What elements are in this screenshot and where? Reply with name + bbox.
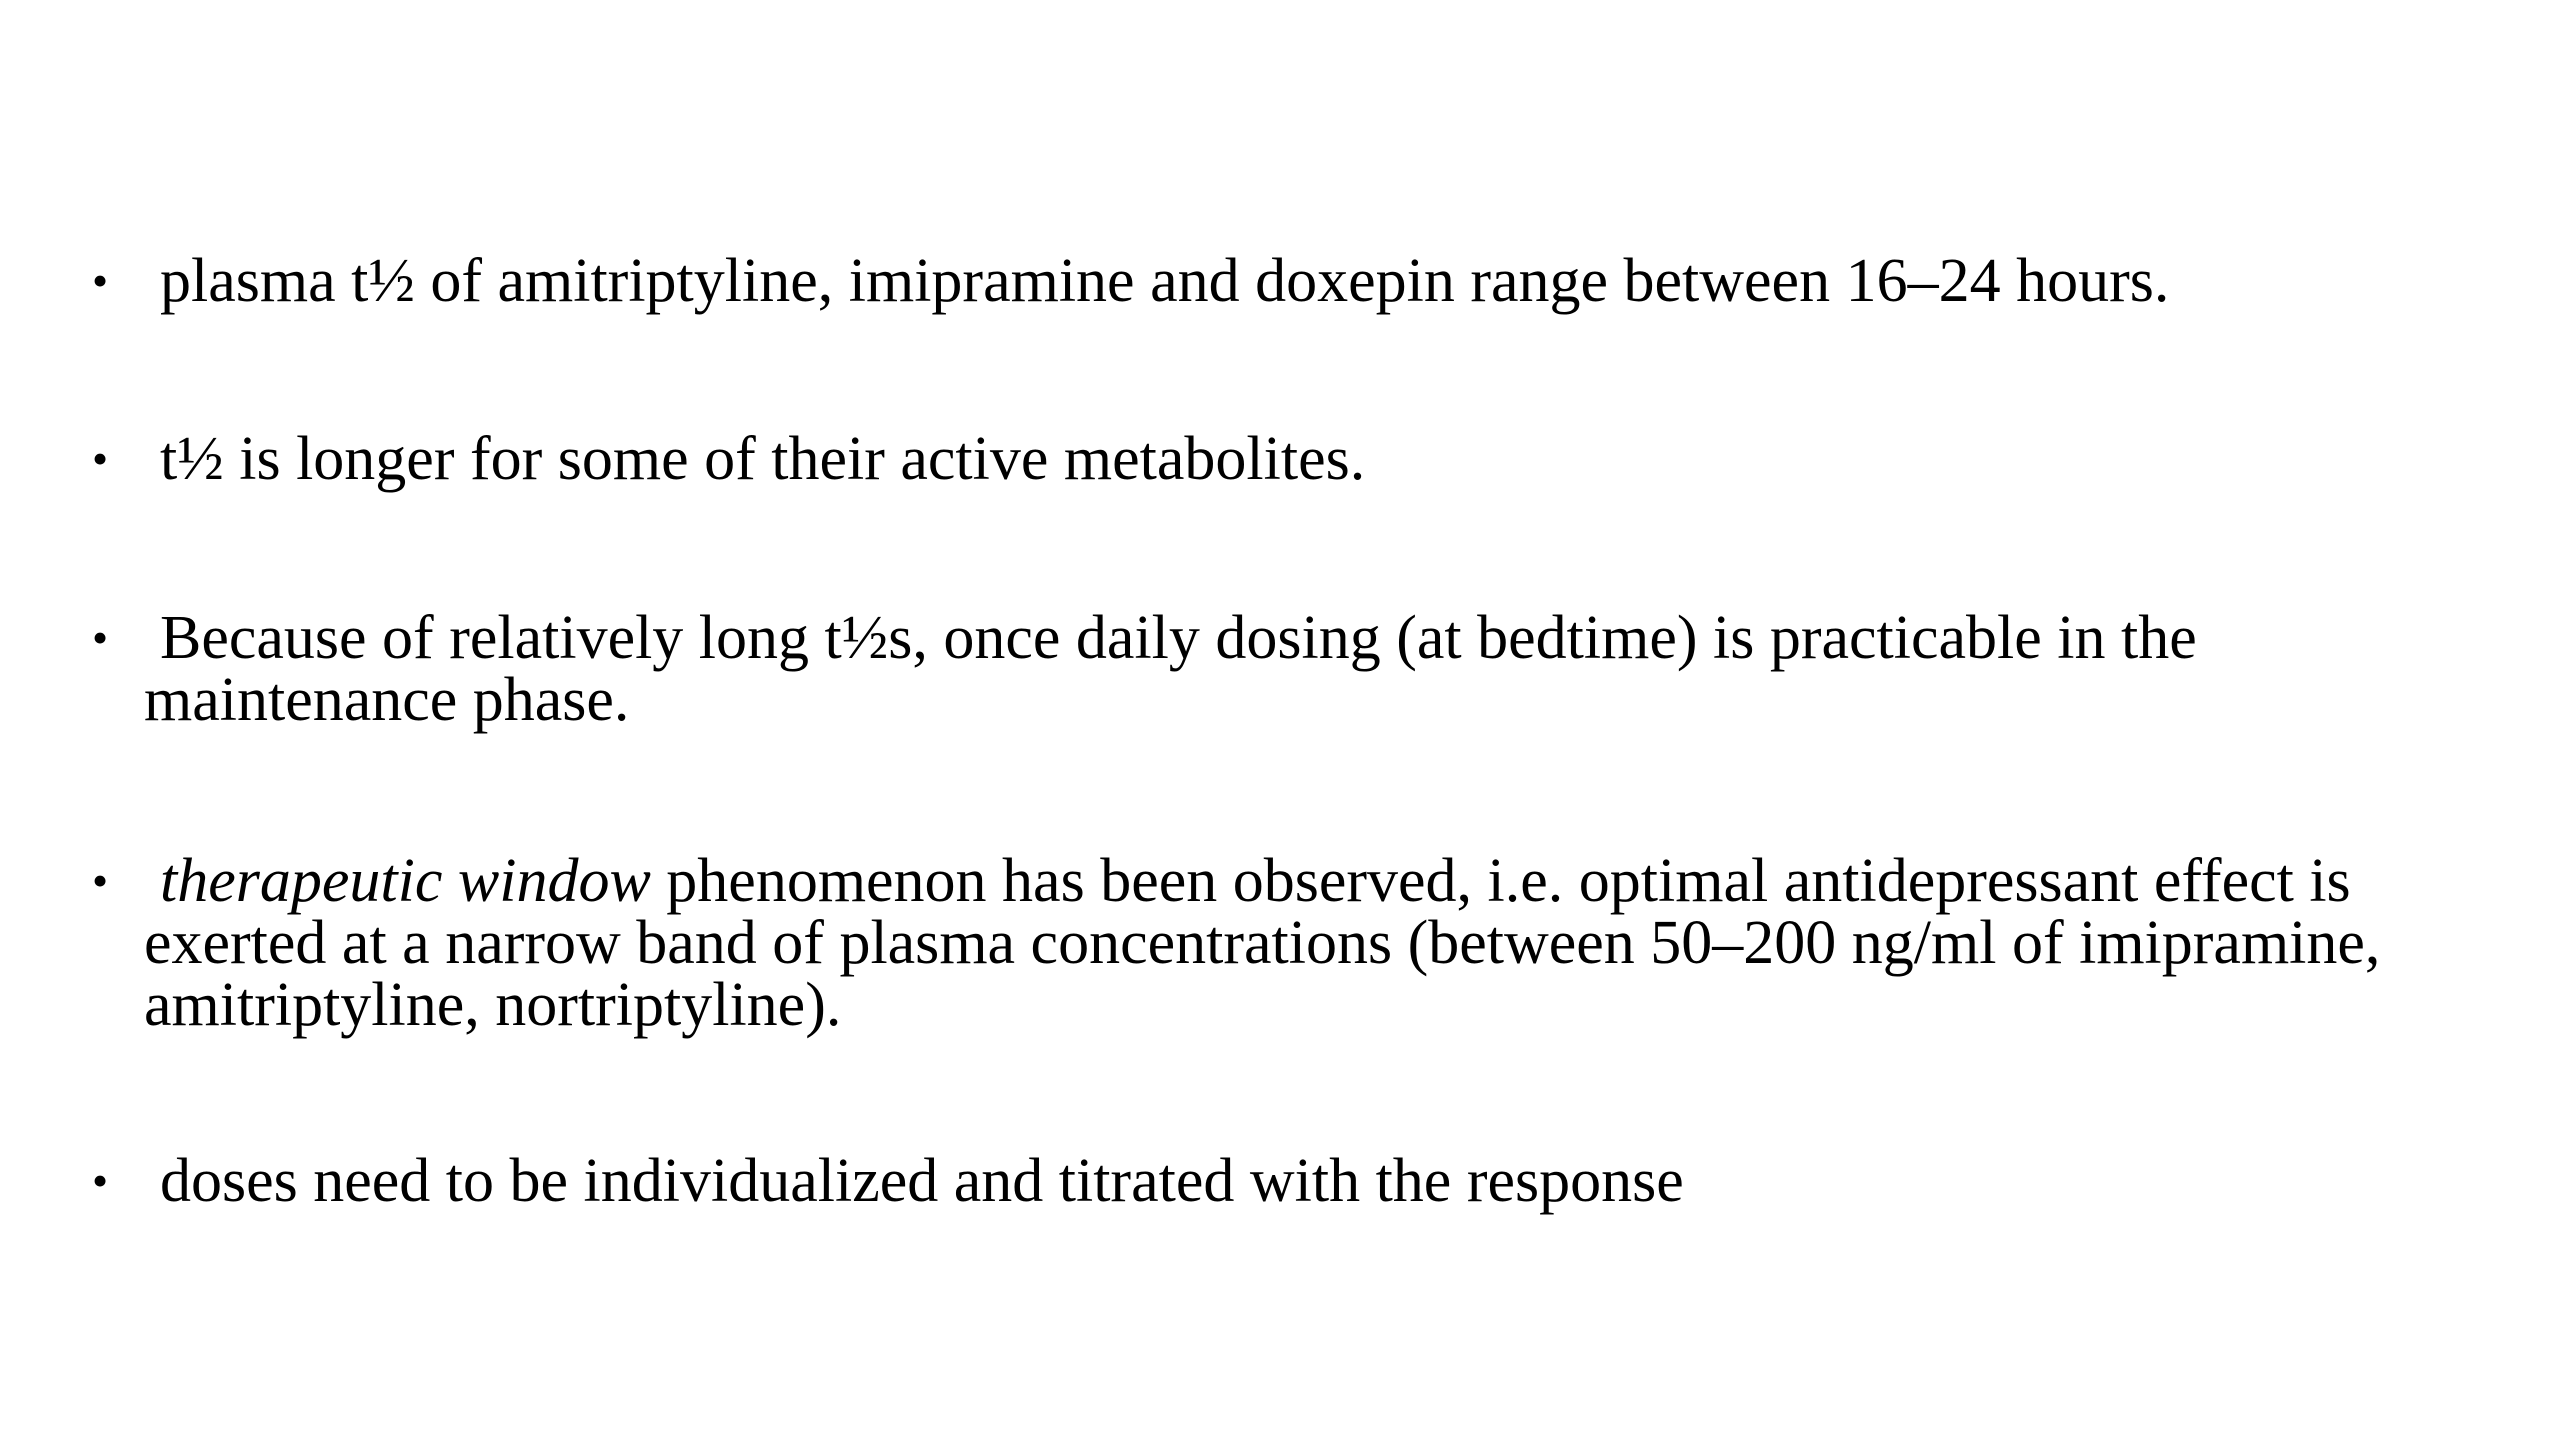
bullet-text — [144, 847, 2381, 1039]
bullet-line: maintenance phase. — [144, 666, 630, 734]
bullet-line — [144, 847, 2380, 915]
bullet-line: amitriptyline, nortriptyline). — [144, 971, 842, 1039]
bullet-text — [144, 604, 2197, 734]
bullet-line: t½ is longer for some of their active metabolites. — [160, 425, 1366, 493]
bullet-text — [144, 247, 2170, 315]
bullet-icon: • — [92, 1155, 109, 1206]
bullet-line: plasma t½ of amitriptyline, imipramine and doxepin range between 16–24 hours. — [160, 247, 2170, 315]
bullet-text — [144, 1147, 1684, 1215]
bullet-icon: • — [92, 255, 109, 306]
bullet-line: doses need to be individualized and titrated with the response — [160, 1147, 1684, 1215]
bullet-icon: • — [92, 855, 109, 906]
bullet-line-rest: phenomenon has been observed, i.e. optimal antidepressant effect is — [650, 847, 2351, 915]
bullet-icon: • — [92, 433, 109, 484]
bullet-line: exerted at a narrow band of plasma concentrations (between 50–200 ng/ml of imipramine, — [144, 909, 2381, 977]
emphasis-term: therapeutic window — [160, 847, 651, 915]
bullet-text — [144, 425, 1366, 493]
bullet-line: Because of relatively long t½s, once daily dosing (at bedtime) is practicable in the — [160, 604, 2197, 672]
bullet-icon: • — [92, 612, 109, 663]
